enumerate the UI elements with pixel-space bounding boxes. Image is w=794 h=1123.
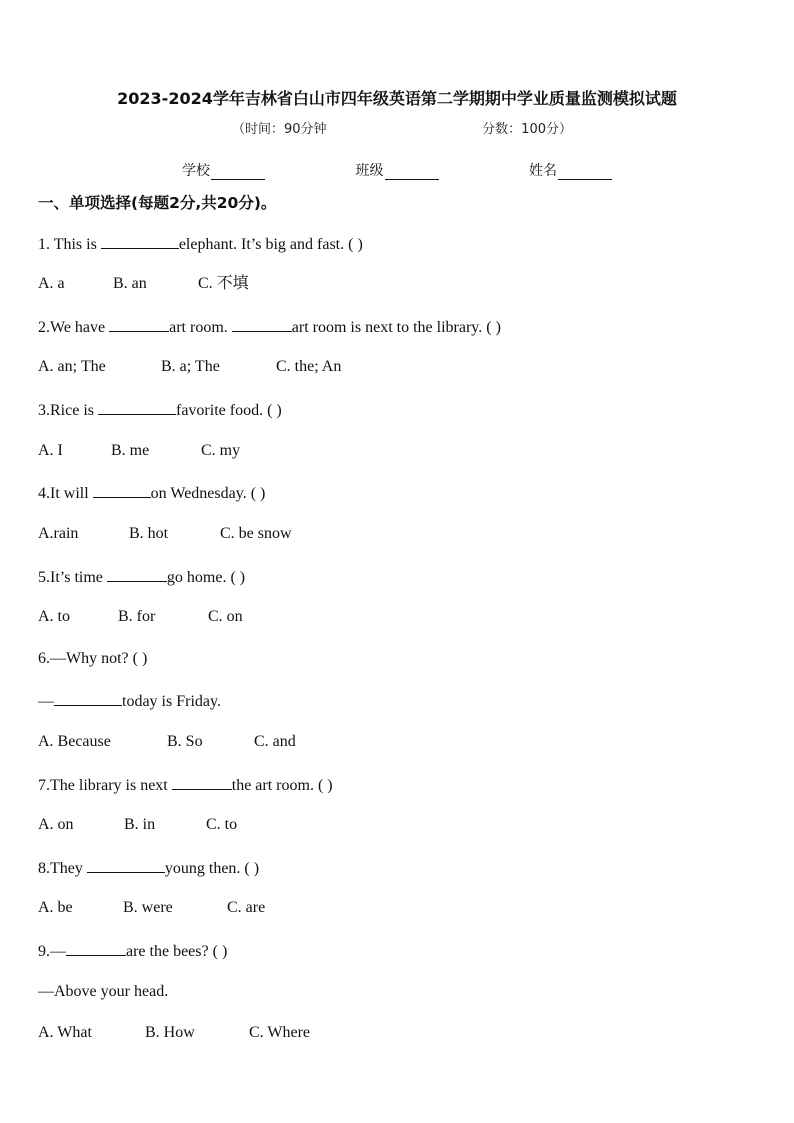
question-1 [38, 233, 363, 255]
option-b[interactable]: B. So [167, 733, 203, 750]
answer-blank[interactable] [54, 690, 122, 706]
question-text: young then. ( ) [164, 860, 260, 877]
question-7 [38, 774, 333, 796]
question-4-options [38, 524, 292, 544]
question-text: are the bees? ( ) [126, 943, 228, 960]
question-text: 2.We have [38, 319, 110, 336]
name-label: 姓名 [529, 163, 557, 179]
question-8-options [38, 898, 265, 918]
option-b[interactable]: B. hot [129, 525, 169, 542]
question-3-options [38, 441, 240, 461]
question-text: art room. [169, 319, 232, 336]
question-text: 1. This is [38, 236, 101, 253]
question-text: art room is next to the library. ( ) [291, 319, 501, 336]
option-a[interactable]: A. What [38, 1024, 92, 1041]
question-9-options [38, 1023, 310, 1043]
question-text: 8.They [38, 860, 87, 877]
question-9-line-2 [38, 982, 168, 1002]
answer-blank[interactable] [101, 233, 179, 249]
section-heading: 一、单项选择(每题2分,共20分)。 [38, 194, 277, 212]
question-5-options [38, 607, 243, 627]
question-6-line-2 [38, 690, 221, 712]
question-9 [38, 940, 227, 962]
option-b[interactable]: B. for [118, 608, 156, 625]
option-c[interactable]: C. 不填 [198, 275, 249, 292]
question-6 [38, 649, 147, 669]
answer-blank[interactable] [232, 316, 292, 332]
question-text: elephant. It’s big and fast. ( ) [178, 236, 363, 253]
answer-blank[interactable] [93, 482, 151, 498]
class-field[interactable] [356, 160, 439, 180]
class-blank[interactable] [385, 165, 439, 180]
option-b[interactable]: B. were [123, 899, 173, 916]
exam-meta [232, 118, 572, 137]
exam-title: 2023-2024学年吉林省白山市四年级英语第二学期期中学业质量监测模拟试题 [117, 89, 677, 108]
question-3 [38, 399, 282, 421]
question-text: 4.It will [38, 485, 93, 502]
option-b[interactable]: B. How [145, 1024, 195, 1041]
question-text: favorite food. ( ) [176, 402, 282, 419]
question-text: 3.Rice is [38, 402, 98, 419]
answer-blank[interactable] [87, 857, 165, 873]
class-label: 班级 [355, 163, 384, 179]
question-text: —Above your head. [38, 983, 169, 1000]
answer-blank[interactable] [109, 316, 169, 332]
option-a[interactable]: A. a [38, 275, 65, 292]
question-text: 5.It’s time [38, 569, 107, 586]
option-a[interactable]: A. Because [38, 733, 111, 750]
dash: — [38, 693, 54, 710]
option-b[interactable]: B. in [124, 816, 156, 833]
question-1-options [38, 274, 249, 294]
question-text: today is Friday. [122, 693, 221, 710]
option-a[interactable]: A.rain [38, 525, 79, 542]
exam-score: 分数：100分） [482, 122, 572, 137]
option-b[interactable]: B. me [111, 442, 150, 459]
school-field[interactable] [182, 160, 265, 180]
option-b[interactable]: B. a; The [161, 358, 220, 375]
option-a[interactable]: A. I [38, 442, 63, 459]
option-c[interactable]: C. on [208, 608, 243, 625]
school-label: 学校 [182, 163, 210, 179]
question-4 [38, 482, 265, 504]
exam-time: （时间：90分钟 [232, 122, 327, 137]
student-info-row [182, 160, 612, 180]
option-c[interactable]: C. to [206, 816, 238, 833]
question-text: the art room. ( ) [231, 777, 333, 794]
name-blank[interactable] [558, 165, 612, 180]
answer-blank[interactable] [98, 399, 176, 415]
option-c[interactable]: C. my [201, 442, 241, 459]
school-blank[interactable] [211, 165, 265, 180]
question-7-options [38, 815, 237, 835]
answer-blank[interactable] [172, 774, 232, 790]
option-c[interactable]: C. be snow [220, 525, 292, 542]
question-text: on Wednesday. ( ) [150, 485, 266, 502]
question-text: 6.—Why not? ( ) [38, 650, 148, 667]
option-a[interactable]: A. to [38, 608, 70, 625]
option-b[interactable]: B. an [113, 275, 147, 292]
question-8 [38, 857, 259, 879]
question-2-options [38, 357, 341, 377]
option-a[interactable]: A. be [38, 899, 73, 916]
question-text: 7.The library is next [38, 777, 172, 794]
option-c[interactable]: C. the; An [276, 358, 342, 375]
option-c[interactable]: C. Where [249, 1024, 311, 1041]
option-a[interactable]: A. an; The [38, 358, 106, 375]
option-c[interactable]: C. and [254, 733, 296, 750]
option-c[interactable]: C. are [227, 899, 266, 916]
name-field[interactable] [529, 160, 612, 180]
question-2 [38, 316, 501, 338]
question-text: go home. ( ) [166, 569, 246, 586]
option-a[interactable]: A. on [38, 816, 74, 833]
question-6-options [38, 732, 296, 752]
answer-blank[interactable] [66, 940, 126, 956]
answer-blank[interactable] [107, 566, 167, 582]
question-text: 9.— [38, 943, 66, 960]
question-5 [38, 566, 245, 588]
